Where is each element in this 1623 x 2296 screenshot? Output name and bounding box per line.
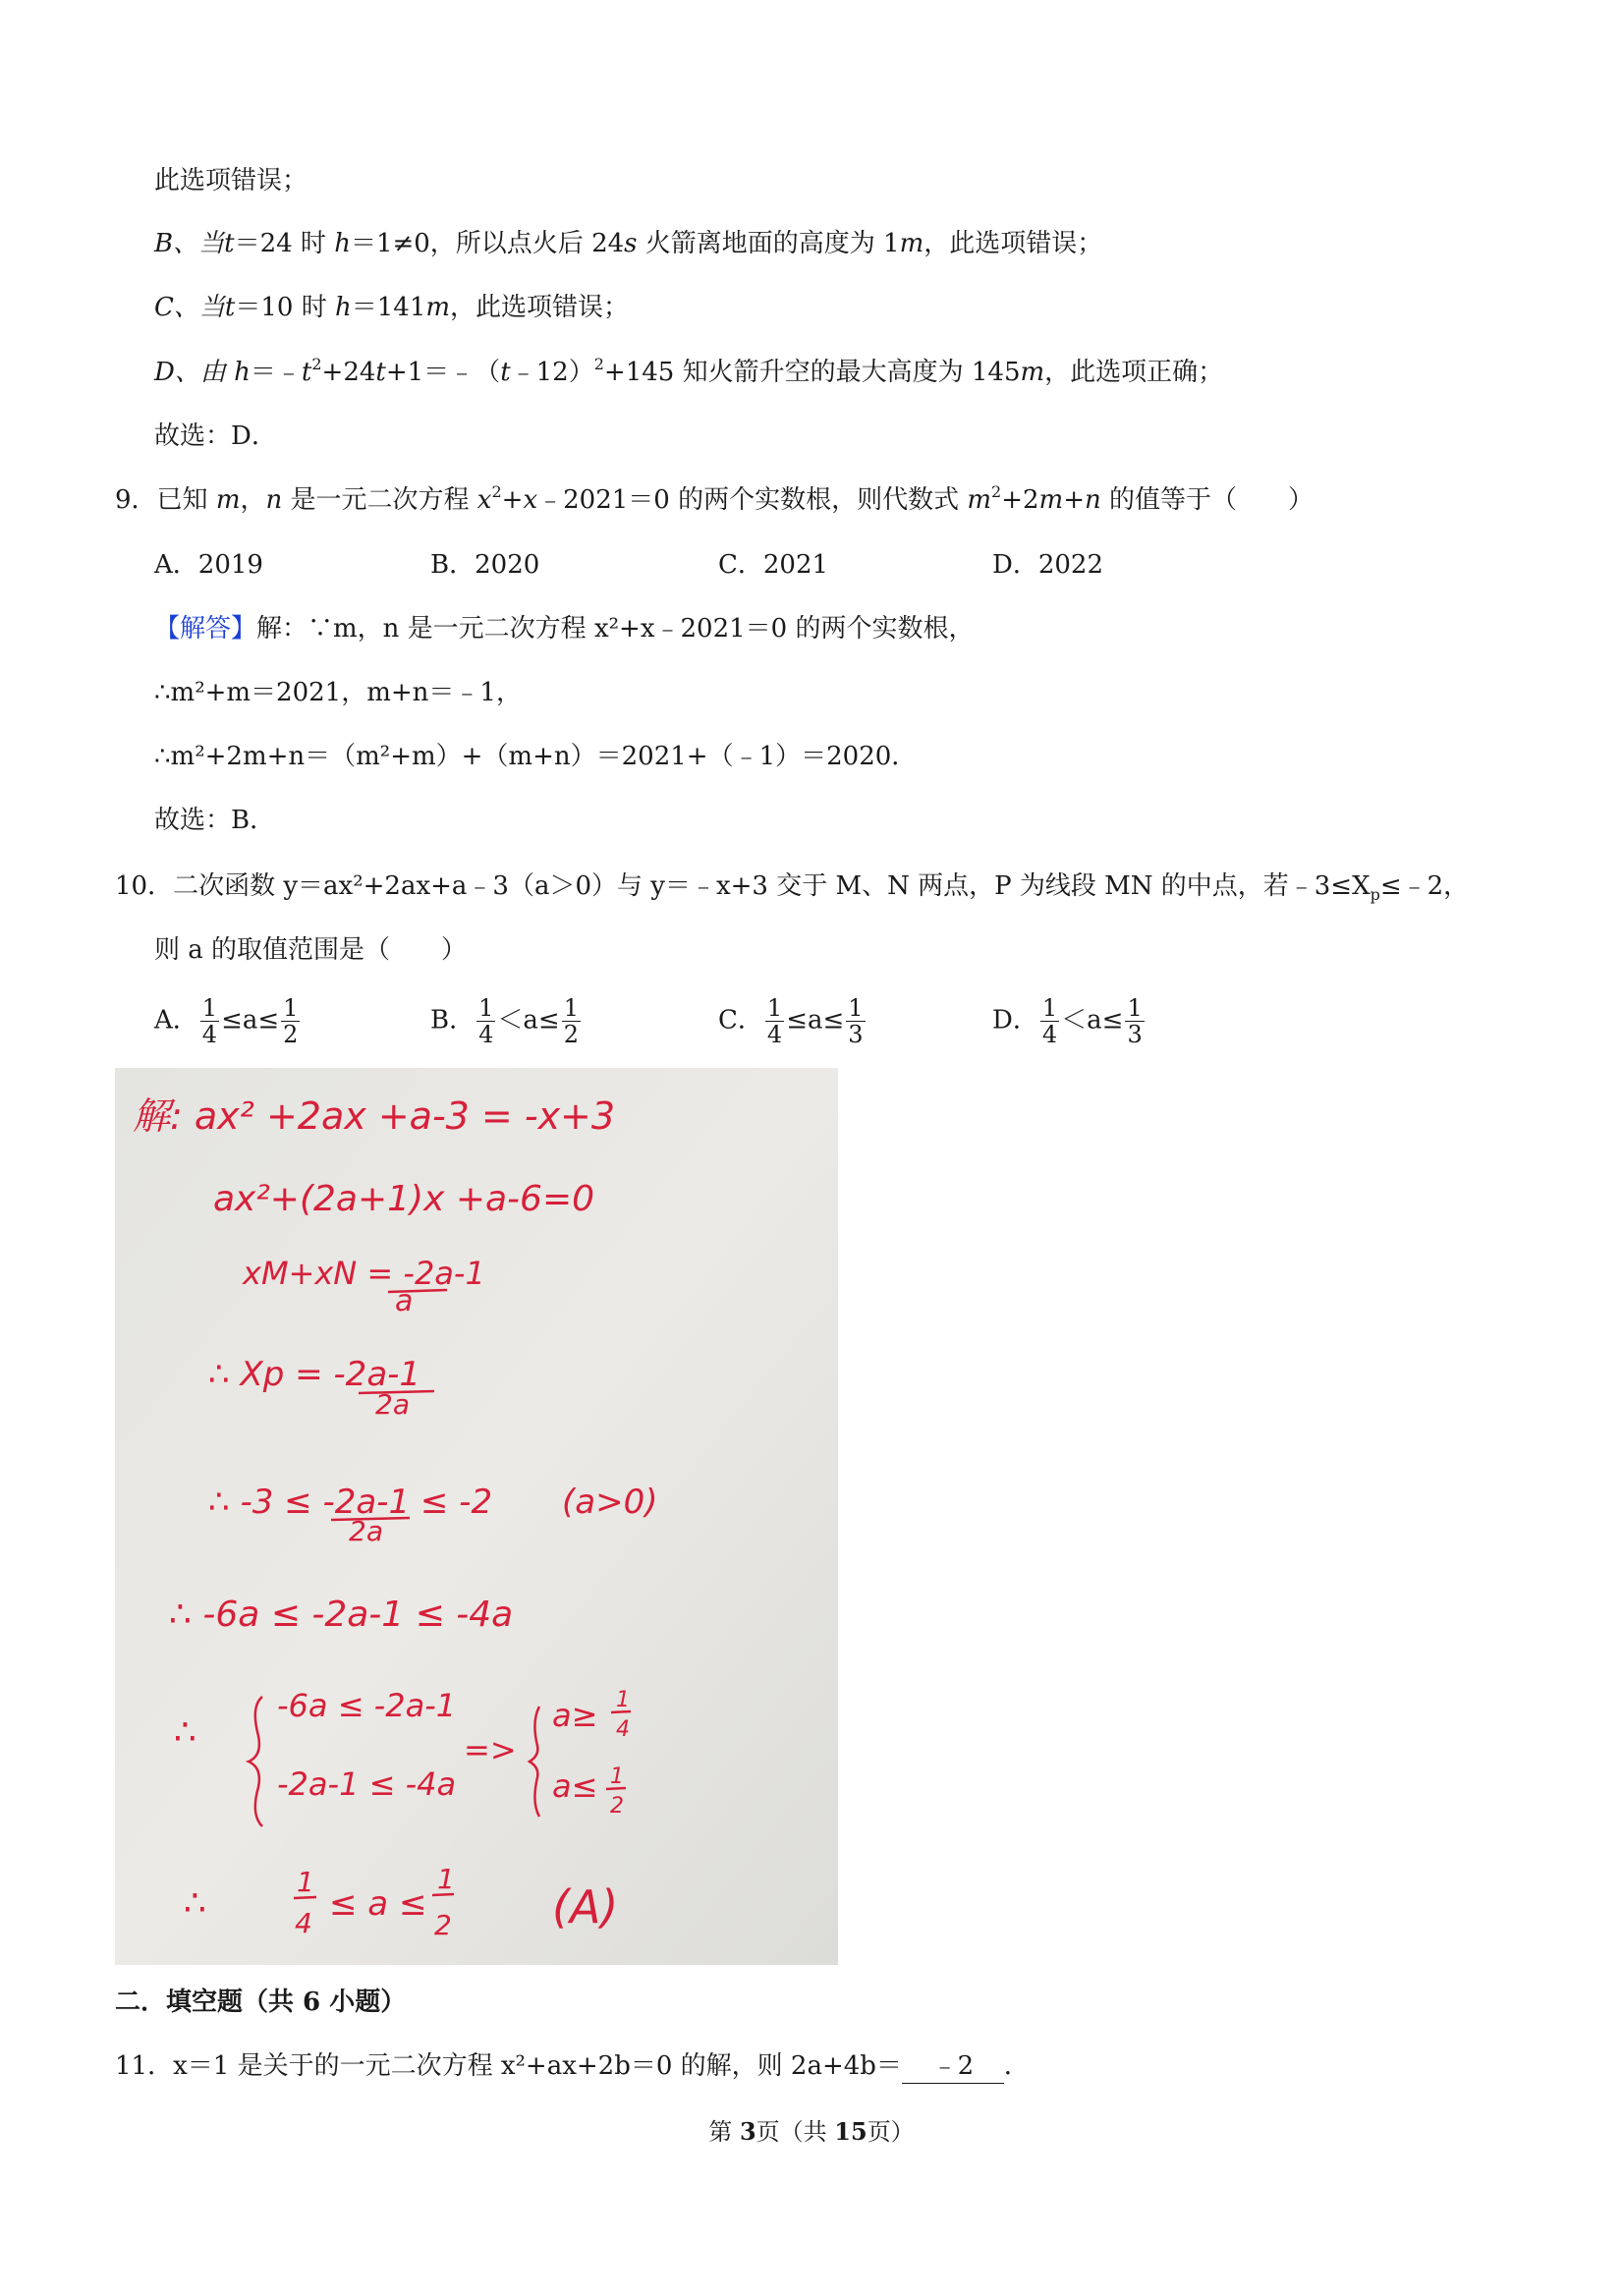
hw-line: 4 bbox=[616, 1717, 630, 1742]
hw-line: a≥ bbox=[552, 1697, 598, 1734]
hw-line: ≤ a ≤ bbox=[329, 1884, 427, 1924]
option-c: C． $\frac{1}{4}$ ≤a≤ $\frac{1}{3}$ bbox=[718, 994, 864, 1048]
handwritten-solution-photo bbox=[115, 1068, 838, 1965]
question-9: 9．已知 m，n 是一元二次方程 $x^2+x﹣2021=0$ 的两个实数根，则代数式 $m^2+2m+n$ 的值等于（ ） bbox=[115, 482, 1315, 515]
option-c: C．2021 bbox=[718, 550, 829, 580]
hw-line: 2a bbox=[349, 1515, 383, 1547]
option-b: B．2020 bbox=[430, 550, 540, 580]
hw-line: ∴ bbox=[174, 1712, 196, 1753]
hw-line: (a>0) bbox=[562, 1483, 658, 1522]
hw-line: a bbox=[395, 1284, 414, 1318]
answer-tag: 【解答】 bbox=[154, 614, 257, 644]
hw-line: a≤ bbox=[552, 1767, 598, 1805]
hw-line: => bbox=[464, 1731, 517, 1768]
hw-line: -6a ≤ -2a-1 bbox=[277, 1687, 457, 1724]
hw-line: ∴ bbox=[184, 1883, 206, 1924]
answer-line: 故选：B． bbox=[154, 806, 276, 835]
text-line: D、由 $h=﹣t^2+24t+1=﹣(t﹣12)^2+145$ 知火箭升空的最大高度为 145m，此选项正确； bbox=[154, 355, 1224, 387]
option-d: D．2022 bbox=[992, 550, 1104, 580]
hw-line: xM+xN = -2a-1 bbox=[243, 1255, 485, 1292]
hw-line: 1 bbox=[610, 1764, 624, 1789]
hw-line: 1 bbox=[297, 1866, 314, 1898]
option-b: B． $\frac{1}{4}$ ＜a≤ $\frac{1}{2}$ bbox=[430, 994, 579, 1048]
handwriting-svg bbox=[115, 1068, 838, 1965]
hw-line: 2a bbox=[375, 1388, 410, 1421]
hw-line: 2 bbox=[434, 1909, 452, 1941]
hw-line: 2 bbox=[610, 1794, 624, 1819]
question-11: 11．x＝1 是关于的一元二次方程 x²+ax+2b＝0 的解，则 2a+4b＝ ﹣2 ． bbox=[115, 2049, 1030, 2084]
hw-line: ∴ -3 ≤ -2a-1 ≤ -2 bbox=[208, 1483, 493, 1522]
hw-line: 解: ax² +2ax +a-3 = -x+3 bbox=[133, 1094, 616, 1138]
option-a: A．2019 bbox=[154, 550, 263, 580]
hw-line: -2a-1 ≤ -4a bbox=[277, 1765, 457, 1803]
hw-line: ∴ Xp = -2a-1 bbox=[208, 1355, 421, 1394]
text-line: C、当t＝10 时 h＝141m，此选项错误； bbox=[154, 293, 630, 322]
text-line: 故选：D． bbox=[154, 421, 277, 451]
hw-line: 1 bbox=[616, 1688, 630, 1712]
text-line: B、当t＝24 时 h＝1≠0，所以点火后 24s 火箭离地面的高度为 1m，此选项错误； bbox=[154, 229, 1103, 258]
option-d: D． $\frac{1}{4}$ ＜a≤ $\frac{1}{3}$ bbox=[992, 994, 1143, 1048]
answer-line: ∴m²+m＝2021，m+n＝﹣1， bbox=[154, 678, 522, 707]
hw-line: ∴ -6a ≤ -2a-1 ≤ -4a bbox=[169, 1595, 514, 1635]
page-footer: 第 3页（共 15页） bbox=[708, 2117, 915, 2146]
hw-line: 1 bbox=[437, 1863, 455, 1895]
option-a: A． $\frac{1}{4}$ ≤a≤ $\frac{1}{2}$ bbox=[154, 994, 299, 1048]
question-10: 10．二次函数 y＝ax²+2ax+a﹣3（a＞0）与 y＝﹣x+3 交于 M、N 两点，P 为线段 MN 的中点，若$﹣3\le X_p\le﹣2$， bbox=[115, 871, 1470, 904]
answer-blank: ﹣2 bbox=[902, 2049, 1004, 2084]
hw-line: (A) bbox=[552, 1880, 619, 1933]
hw-line: ax²+(2a+1)x +a-6=0 bbox=[213, 1179, 595, 1219]
question-10-line2: 则 a 的取值范围是（ ） bbox=[154, 935, 468, 965]
section-heading: 二．填空题（共 6 小题） bbox=[115, 1988, 407, 2017]
answer-line: ∴m²+2m+n＝（m²+m）+（m+n）＝2021+（﹣1）＝2020． bbox=[154, 742, 918, 771]
hw-line: 4 bbox=[295, 1907, 312, 1939]
text-line: 此选项错误； bbox=[154, 166, 308, 196]
answer-line: 【解答】解：∵m，n 是一元二次方程 x²+x﹣2021＝0 的两个实数根， bbox=[154, 614, 975, 644]
